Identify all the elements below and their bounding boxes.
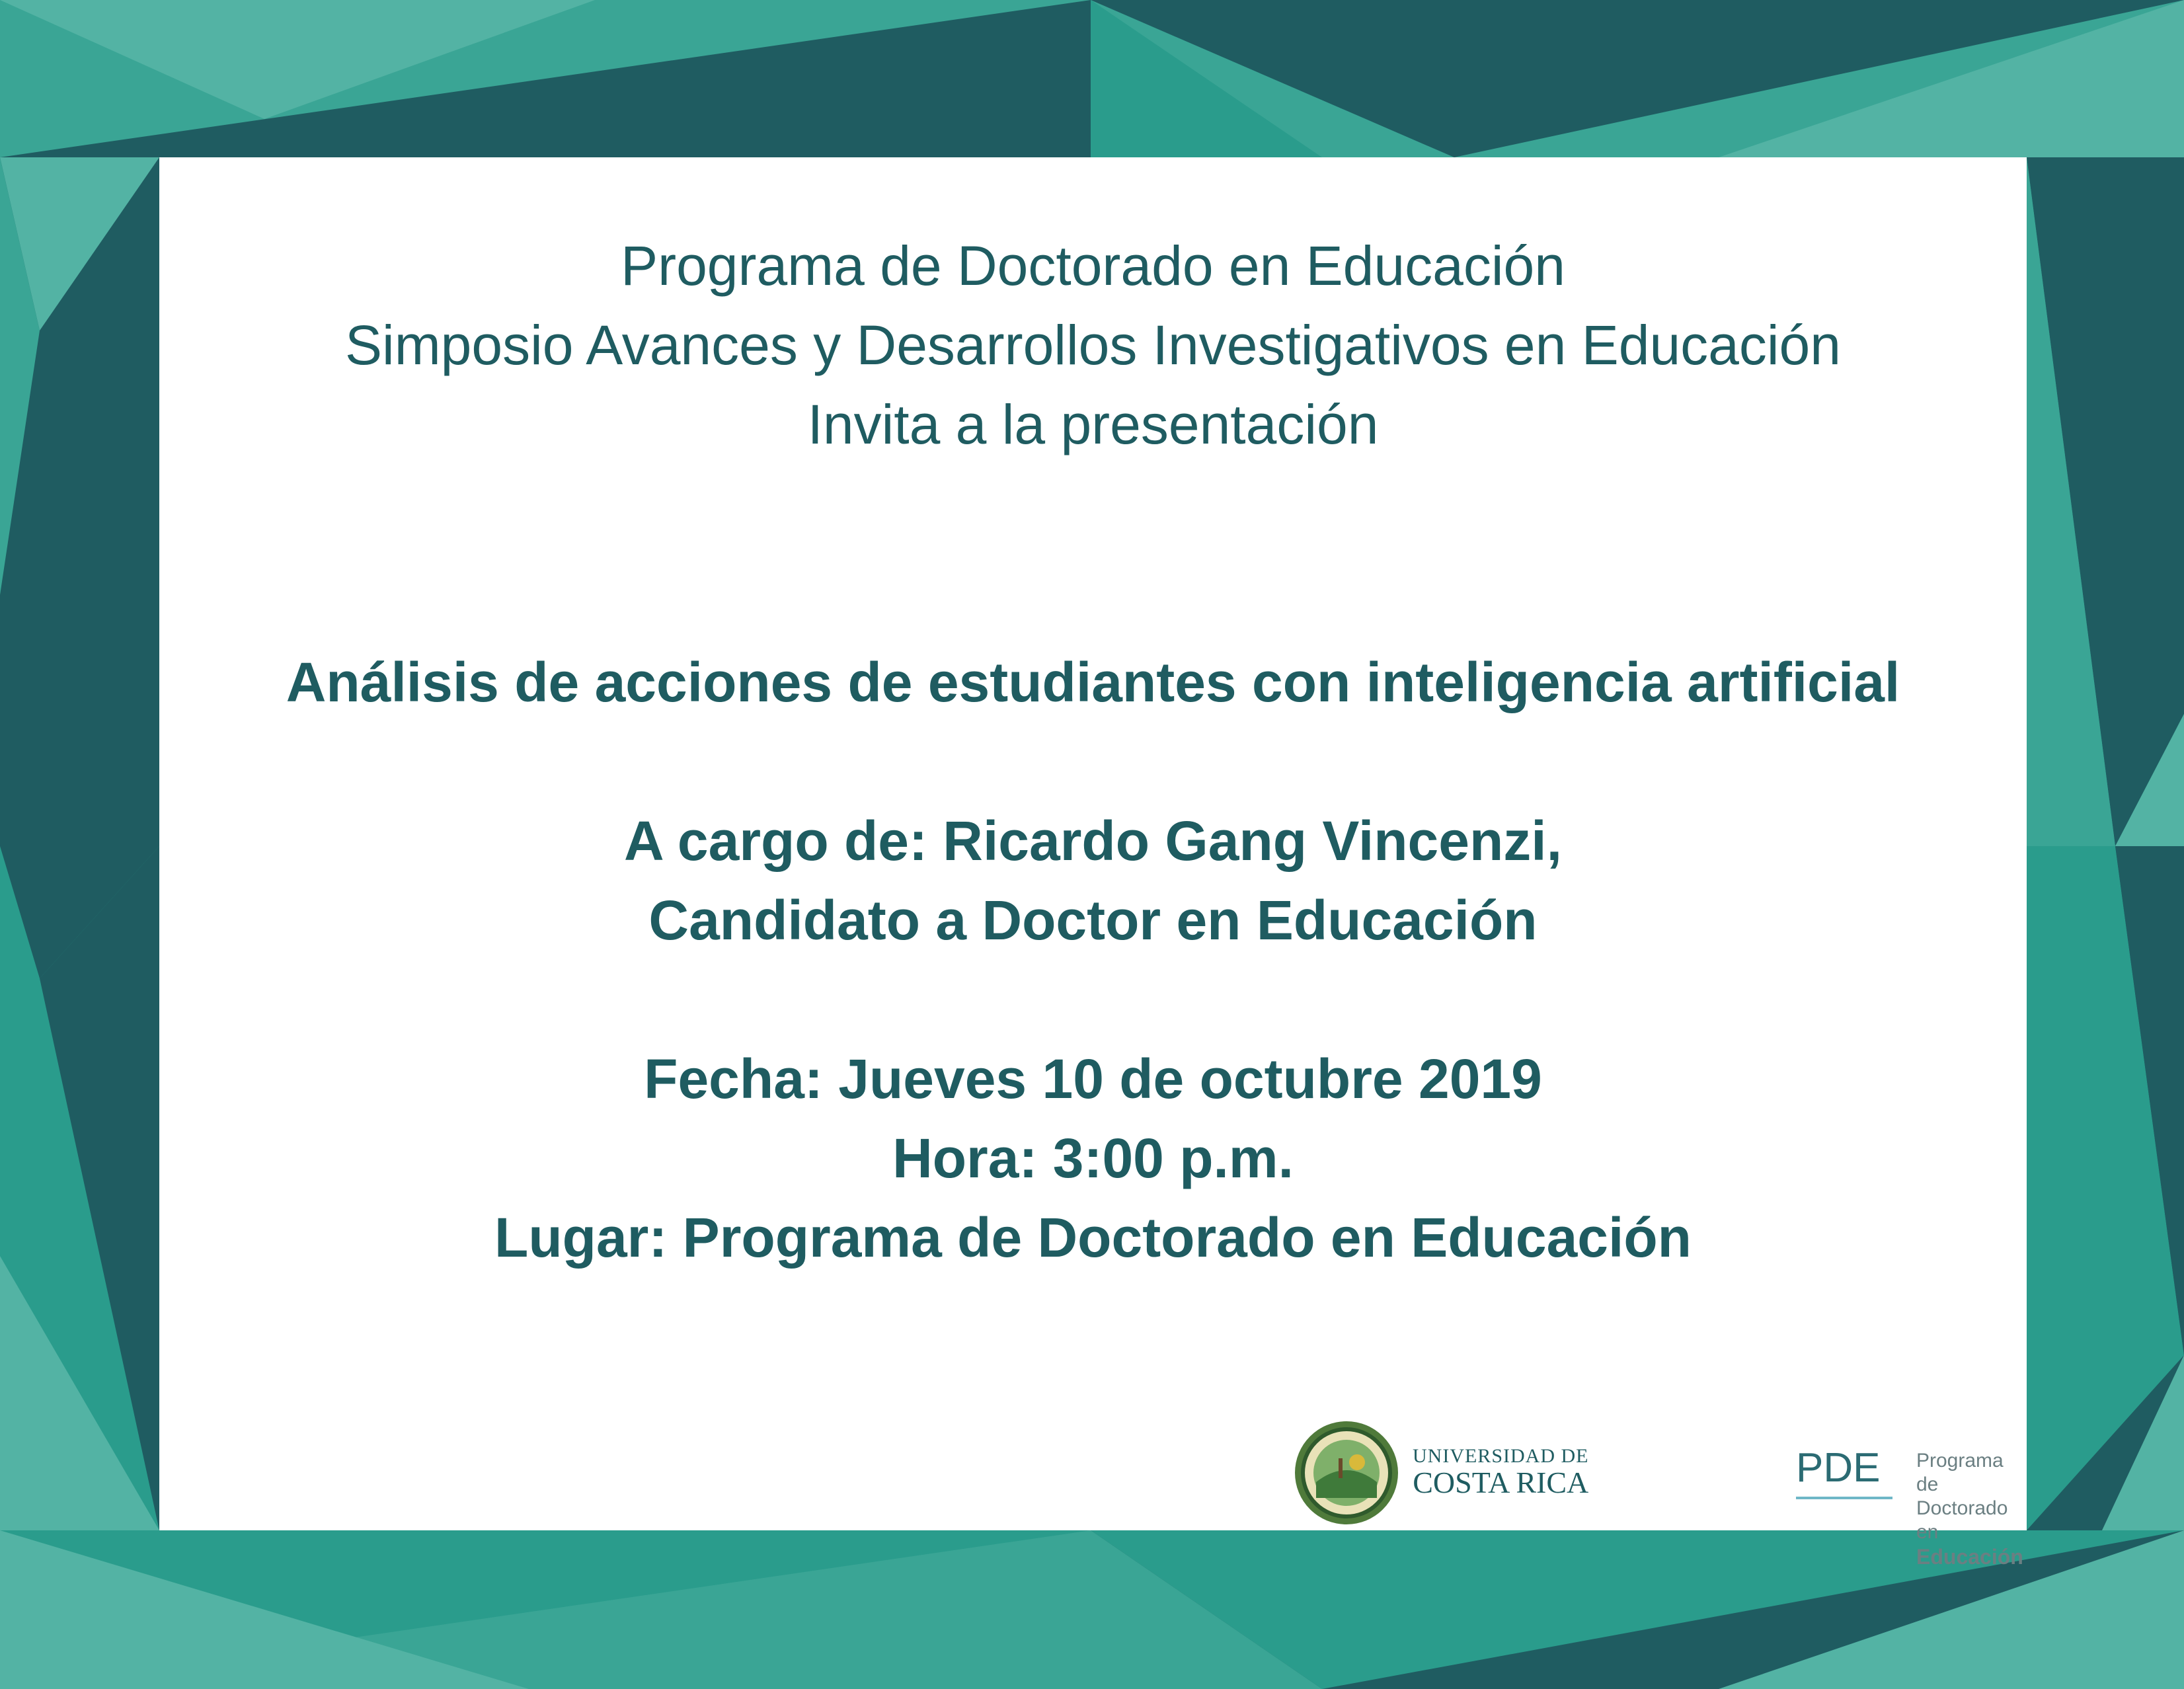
event-time: Hora: 3:00 p.m. [892,1127,1294,1189]
event-date: Fecha: Jueves 10 de octubre 2019 [644,1048,1542,1110]
pde-logo-line1: Programa de Doctorado en [1916,1450,2008,1543]
pde-logo-mark: PDE [1796,1445,1881,1491]
event-place: Lugar: Programa de Doctorado en Educación [494,1206,1692,1269]
pde-logo-text [1916,1449,2023,1569]
presentation-topic: Análisis de acciones de estudiantes con inteligencia artificial [286,651,1900,713]
pde-logo-underline [1796,1497,1892,1499]
logos-row [1290,1413,2023,1569]
program-title: Programa de Doctorado en Educación [621,235,1565,297]
pde-logo-line2: Educación [1916,1545,2023,1569]
invitation-text: Invita a la presentación [807,393,1379,455]
invitation-card [159,157,2027,1569]
speaker-title: Candidato a Doctor en Educación [648,889,1538,951]
speaker-name: A cargo de: Ricardo Gang Vincenzi, [624,810,1562,872]
ucr-logo-line1: UNIVERSIDAD DE [1413,1445,1589,1467]
symposium-title: Simposio Avances y Desarrollos Investigativos en Educación [345,314,1841,376]
ucr-seal-icon [1292,1419,1401,1527]
ucr-logo-line2: COSTA RICA [1413,1466,1589,1499]
ucr-logo-text [1413,1446,1588,1498]
